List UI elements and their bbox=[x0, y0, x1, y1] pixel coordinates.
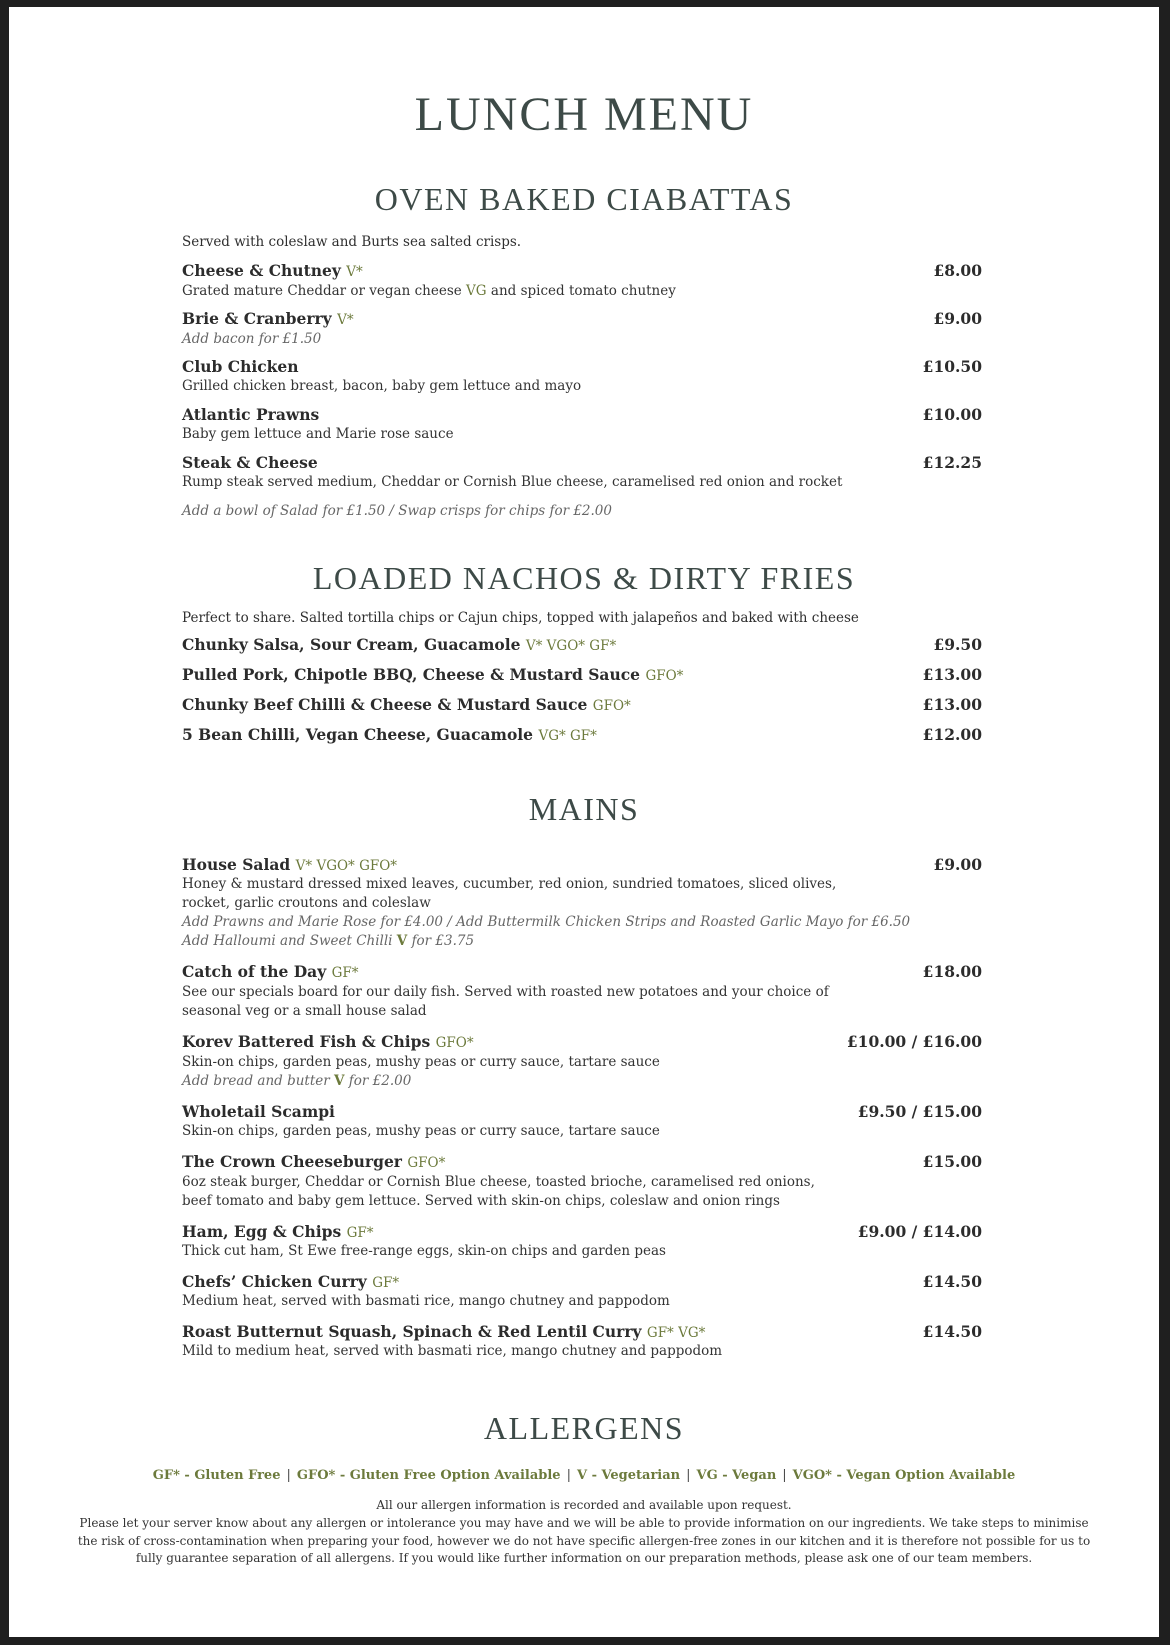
menu-item-name: Chefs’ Chicken Curry GF* bbox=[182, 1272, 400, 1291]
menu-item-price: £10.00 / £16.00 bbox=[846, 1032, 982, 1051]
legend-vg: VG - Vegan bbox=[696, 1468, 777, 1483]
menu-item-price: £9.00 bbox=[933, 855, 982, 874]
menu-item-name: Cheese & Chutney V* bbox=[182, 261, 363, 280]
section-heading-allergens: ALLERGENS bbox=[483, 1410, 685, 1446]
menu-item-name: House Salad V* VGO* GFO* bbox=[182, 855, 398, 874]
menu-item-addon: Add bread and butter V for £2.00 bbox=[182, 1073, 412, 1089]
dietary-tag: V bbox=[334, 1073, 345, 1089]
allergen-note-detail: Please let your server know about any allergen or intolerance you may have and we will be able to provide information on our ingredients. We take steps to minimise the risk of cross-contamination when preparing your food, however we do not have specific allergen-free zones in our kitchen and it is therefore not possible for us to fully guarantee separation of all allergens. If you would like further information on our preparation methods, please ask one of our team members. bbox=[77, 1516, 1091, 1565]
menu-item-name: Brie & Cranberry V* bbox=[182, 309, 354, 328]
menu-item-name: Chunky Salsa, Sour Cream, Guacamole V* VGO* GF* bbox=[182, 635, 617, 654]
dietary-tag: V bbox=[396, 933, 408, 949]
section-heading-nachos: LOADED NACHOS & DIRTY FRIES bbox=[312, 560, 856, 596]
menu-item-description: 6oz steak burger, Cheddar or Cornish Blue cheese, toasted brioche, caramelised red onions, bbox=[182, 1174, 815, 1190]
dietary-tag: V* VGO* GFO* bbox=[295, 858, 398, 874]
menu-item-name: Club Chicken bbox=[182, 357, 299, 376]
menu-item-addon: Add bacon for £1.50 bbox=[182, 331, 322, 347]
menu-item-name: Catch of the Day GF* bbox=[182, 962, 359, 981]
menu-item-addon: Add Halloumi and Sweet Chilli V for £3.75 bbox=[182, 933, 475, 949]
menu-item-price: £12.25 bbox=[922, 453, 982, 472]
menu-page bbox=[9, 7, 1159, 1637]
dietary-tag: GF* bbox=[372, 1275, 400, 1291]
menu-item-description: Skin-on chips, garden peas, mushy peas or curry sauce, tartare sauce bbox=[182, 1123, 660, 1139]
section-heading-mains: MAINS bbox=[528, 791, 640, 827]
legend-vgo: VGO* - Vegan Option Available bbox=[792, 1468, 1016, 1483]
menu-item-name: Korev Battered Fish & Chips GFO* bbox=[182, 1032, 474, 1051]
dietary-tag: GF* bbox=[331, 965, 359, 981]
dietary-tag: GF* VG* bbox=[646, 1325, 706, 1341]
menu-item-name: Steak & Cheese bbox=[182, 453, 318, 472]
dietary-tag: V* VGO* GF* bbox=[525, 638, 617, 654]
menu-item-name: Roast Butternut Squash, Spinach & Red Lentil Curry GF* VG* bbox=[182, 1322, 706, 1341]
menu-item-description: seasonal veg or a small house salad bbox=[182, 1003, 427, 1019]
dietary-tag: GFO* bbox=[435, 1035, 474, 1051]
menu-item-price: £9.00 / £14.00 bbox=[857, 1222, 982, 1241]
menu-item-price: £9.50 bbox=[933, 635, 982, 654]
menu-item-description: Grilled chicken breast, bacon, baby gem lettuce and mayo bbox=[182, 378, 582, 394]
menu-item-price: £14.50 bbox=[922, 1322, 982, 1341]
menu-item-description: Skin-on chips, garden peas, mushy peas or curry sauce, tartare sauce bbox=[182, 1054, 660, 1070]
allergen-legend: GF* - Gluten Free | GFO* - Gluten Free Option Available | V - Vegetarian | VG - Vegan | VGO* - Vegan Option Available bbox=[152, 1468, 1016, 1483]
menu-item-price: £12.00 bbox=[922, 725, 982, 744]
legend-v: V - Vegetarian bbox=[576, 1468, 681, 1483]
allergen-note-primary: All our allergen information is recorded and available upon request. bbox=[376, 1498, 792, 1512]
menu-item-price: £10.50 bbox=[922, 357, 982, 376]
dietary-tag: VG bbox=[466, 283, 487, 299]
dietary-tag: GFO* bbox=[407, 1155, 446, 1171]
section-heading-ciabattas: OVEN BAKED CIABATTAS bbox=[374, 181, 794, 217]
menu-item-price: £10.00 bbox=[922, 405, 982, 424]
menu-item-price: £9.00 bbox=[933, 309, 982, 328]
dietary-tag: V* bbox=[337, 312, 354, 328]
menu-item-name: Ham, Egg & Chips GF* bbox=[182, 1222, 374, 1241]
menu-item-name: Chunky Beef Chilli & Cheese & Mustard Sauce GFO* bbox=[182, 695, 631, 714]
menu-item-price: £14.50 bbox=[922, 1272, 982, 1291]
menu-item-description: Rump steak served medium, Cheddar or Cornish Blue cheese, caramelised red onion and rocket bbox=[182, 474, 843, 490]
section-addon-ciabattas: Add a bowl of Salad for £1.50 / Swap crisps for chips for £2.00 bbox=[182, 503, 612, 519]
menu-item-name: Atlantic Prawns bbox=[182, 405, 320, 424]
menu-item-price: £13.00 bbox=[922, 665, 982, 684]
section-intro-ciabattas: Served with coleslaw and Burts sea salted crisps. bbox=[182, 234, 522, 250]
legend-gfo: GFO* - Gluten Free Option Available bbox=[296, 1468, 561, 1483]
menu-item-addon: Add Prawns and Marie Rose for £4.00 / Add Buttermilk Chicken Strips and Roasted Garlic Mayo for £6.50 bbox=[182, 914, 911, 930]
page-title: LUNCH MENU bbox=[414, 88, 754, 141]
dietary-tag: VG* GF* bbox=[538, 728, 597, 744]
menu-item-price: £9.50 / £15.00 bbox=[857, 1102, 982, 1121]
menu-item-name: 5 Bean Chilli, Vegan Cheese, Guacamole VG* GF* bbox=[182, 725, 597, 744]
menu-item-description: Thick cut ham, St Ewe free-range eggs, skin-on chips and garden peas bbox=[182, 1243, 666, 1259]
menu-item-price: £15.00 bbox=[922, 1152, 982, 1171]
dietary-tag: GF* bbox=[346, 1225, 374, 1241]
menu-item-price: £18.00 bbox=[922, 962, 982, 981]
menu-item-description: Medium heat, served with basmati rice, mango chutney and pappodom bbox=[182, 1293, 670, 1309]
legend-gf: GF* - Gluten Free bbox=[152, 1468, 281, 1483]
dietary-tag: GFO* bbox=[645, 668, 684, 684]
menu-item-description: Grated mature Cheddar or vegan cheese VG and spiced tomato chutney bbox=[182, 283, 676, 299]
menu-item-name: Pulled Pork, Chipotle BBQ, Cheese & Mustard Sauce GFO* bbox=[182, 665, 684, 684]
dietary-tag: GFO* bbox=[592, 698, 631, 714]
menu-item-description: Mild to medium heat, served with basmati rice, mango chutney and pappodom bbox=[182, 1343, 723, 1359]
menu-item-description: Baby gem lettuce and Marie rose sauce bbox=[182, 426, 454, 442]
section-intro-nachos: Perfect to share. Salted tortilla chips or Cajun chips, topped with jalapeños and baked with cheese bbox=[182, 610, 859, 626]
menu-item-price: £13.00 bbox=[922, 695, 982, 714]
menu-item-name: The Crown Cheeseburger GFO* bbox=[182, 1152, 446, 1171]
menu-item-name: Wholetail Scampi bbox=[182, 1102, 335, 1121]
menu-item-price: £8.00 bbox=[933, 261, 982, 280]
menu-item-description: beef tomato and baby gem lettuce. Served with skin-on chips, coleslaw and onion rings bbox=[182, 1193, 780, 1209]
menu-item-description: rocket, garlic croutons and coleslaw bbox=[182, 895, 431, 911]
menu-item-description: See our specials board for our daily fish. Served with roasted new potatoes and your choice of bbox=[182, 984, 829, 1000]
dietary-tag: V* bbox=[346, 264, 363, 280]
menu-item-description: Honey & mustard dressed mixed leaves, cucumber, red onion, sundried tomatoes, sliced olives, bbox=[182, 876, 837, 892]
